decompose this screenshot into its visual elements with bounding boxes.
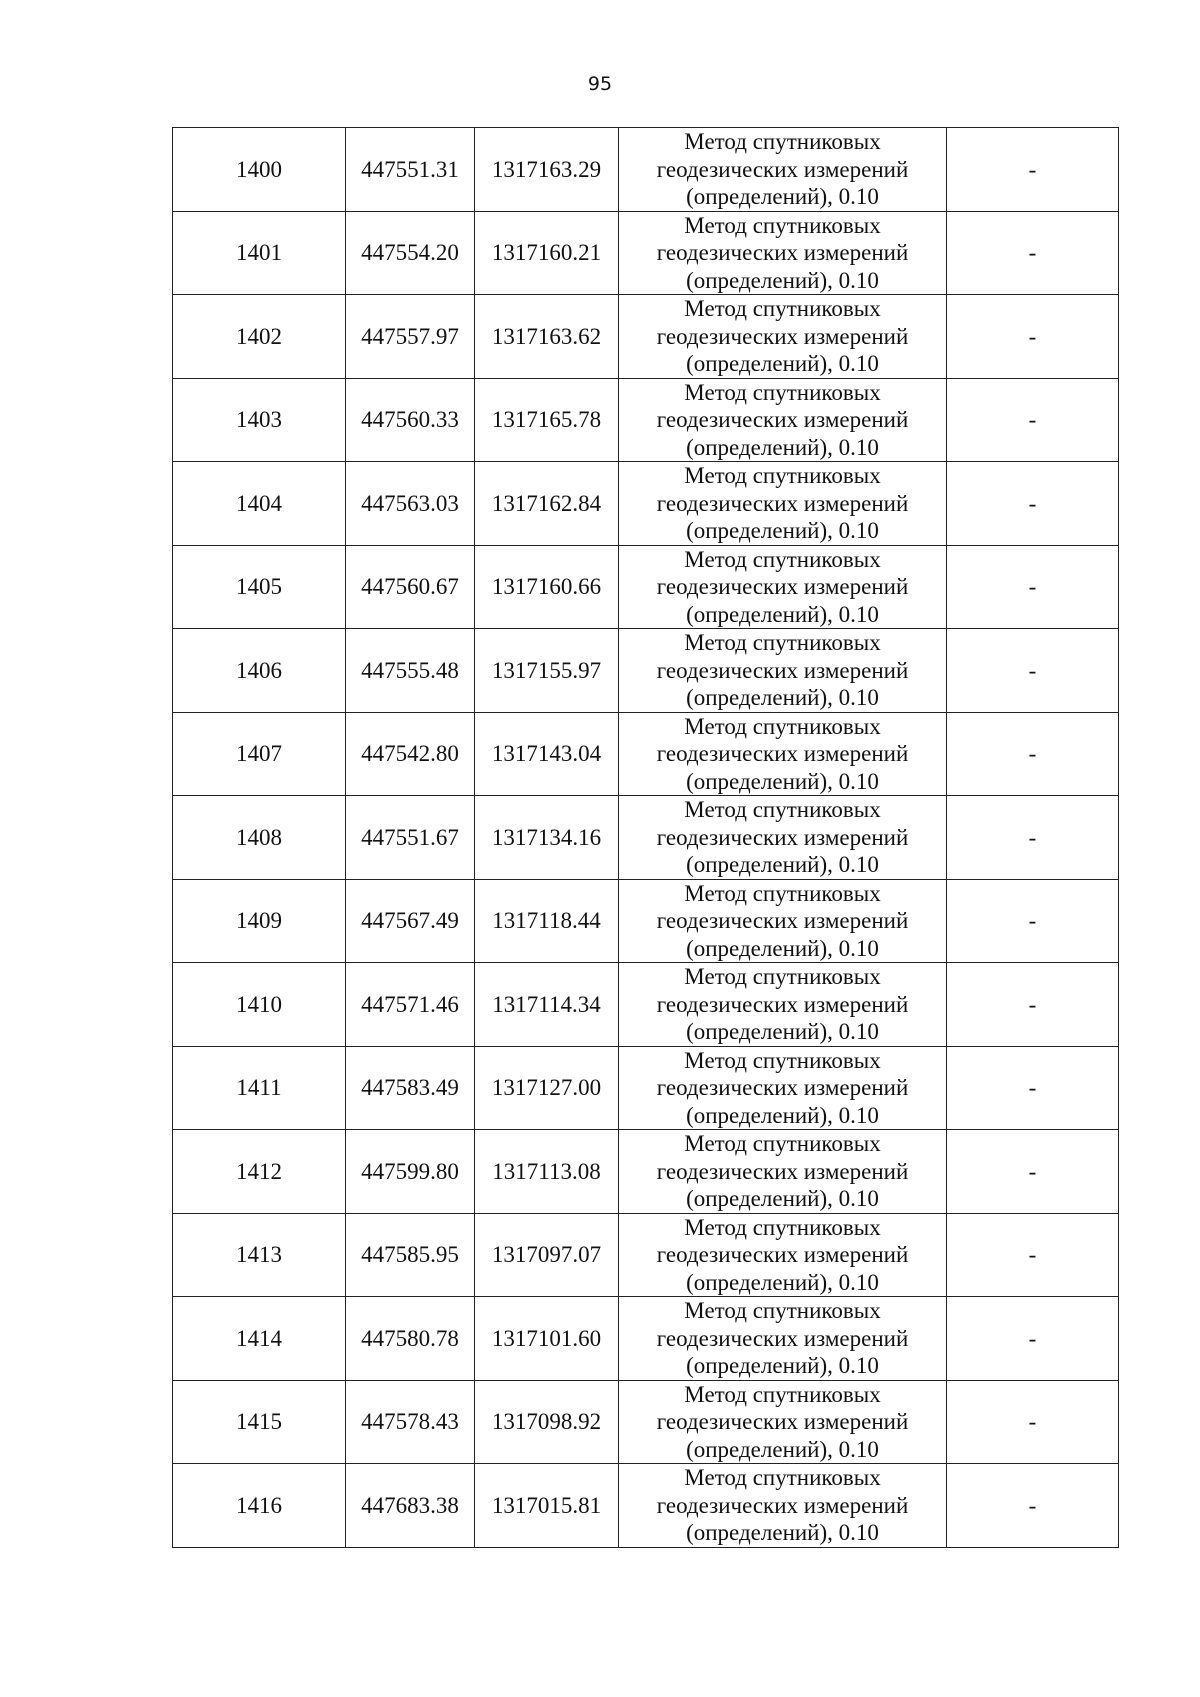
method-cell bbox=[619, 545, 947, 629]
x-coordinate-cell: 447580.78 bbox=[346, 1297, 475, 1381]
method-text-line3: (определений), 0.10 bbox=[686, 1436, 879, 1462]
point-number-cell: 1408 bbox=[173, 796, 346, 880]
x-coordinate-cell: 447557.97 bbox=[346, 295, 475, 379]
method-text-line1: Метод спутниковых bbox=[684, 630, 881, 655]
note-cell: - bbox=[947, 1213, 1119, 1297]
method-text-line1: Метод спутниковых bbox=[684, 1381, 881, 1407]
method-cell bbox=[619, 211, 947, 295]
method-text-line2: геодезических измерений bbox=[656, 824, 909, 850]
note-cell: - bbox=[947, 462, 1119, 546]
table-row bbox=[173, 295, 1119, 379]
y-coordinate-cell: 1317134.16 bbox=[475, 796, 619, 880]
method-text-line3: (определений), 0.10 bbox=[686, 1102, 879, 1128]
x-coordinate-cell: 447599.80 bbox=[346, 1130, 475, 1214]
method-text-line1: Метод спутниковых bbox=[684, 964, 881, 989]
table-row bbox=[173, 1380, 1119, 1464]
method-text-line3: (определений), 0.10 bbox=[686, 1019, 879, 1044]
method-text-line3: (определений), 0.10 bbox=[686, 1520, 879, 1545]
method-text-line1: Метод спутниковых bbox=[684, 212, 881, 238]
table-row bbox=[173, 796, 1119, 880]
table-row bbox=[173, 712, 1119, 796]
method-cell bbox=[619, 796, 947, 880]
method-text-line1: Метод спутниковых bbox=[684, 1131, 881, 1156]
note-cell: - bbox=[947, 712, 1119, 796]
point-number-cell: 1400 bbox=[173, 128, 346, 212]
point-number-cell: 1415 bbox=[173, 1380, 346, 1464]
y-coordinate-cell: 1317097.07 bbox=[475, 1213, 619, 1297]
y-coordinate-cell: 1317113.08 bbox=[475, 1130, 619, 1214]
table-row bbox=[173, 545, 1119, 629]
point-number-cell: 1412 bbox=[173, 1130, 346, 1214]
point-number-cell: 1407 bbox=[173, 712, 346, 796]
method-text-line3: (определений), 0.10 bbox=[686, 685, 879, 710]
x-coordinate-cell: 447542.80 bbox=[346, 712, 475, 796]
method-text-line1: Метод спутниковых bbox=[684, 1298, 881, 1323]
table-row bbox=[173, 879, 1119, 963]
method-text-line2: геодезических измерений bbox=[656, 156, 909, 182]
x-coordinate-cell: 447554.20 bbox=[346, 211, 475, 295]
x-coordinate-cell: 447563.03 bbox=[346, 462, 475, 546]
point-number-cell: 1402 bbox=[173, 295, 346, 379]
method-text-line2: геодезических измерений bbox=[656, 490, 909, 516]
point-number-cell: 1405 bbox=[173, 545, 346, 629]
y-coordinate-cell: 1317143.04 bbox=[475, 712, 619, 796]
method-text-line1: Метод спутниковых bbox=[684, 1214, 881, 1240]
method-cell bbox=[619, 1380, 947, 1464]
method-text-line3: (определений), 0.10 bbox=[686, 267, 879, 293]
method-cell bbox=[619, 128, 947, 212]
method-text-line2: геодезических измерений bbox=[656, 574, 909, 599]
method-text-line2: геодезических измерений bbox=[656, 657, 909, 683]
note-cell: - bbox=[947, 295, 1119, 379]
point-number-cell: 1411 bbox=[173, 1046, 346, 1130]
method-text-line3: (определений), 0.10 bbox=[686, 768, 879, 794]
note-cell: - bbox=[947, 963, 1119, 1047]
point-number-cell: 1401 bbox=[173, 211, 346, 295]
y-coordinate-cell: 1317015.81 bbox=[475, 1464, 619, 1548]
method-text-line3: (определений), 0.10 bbox=[686, 601, 879, 627]
method-text-line2: геодезических измерений bbox=[656, 407, 909, 432]
table-row bbox=[173, 629, 1119, 713]
method-text-line3: (определений), 0.10 bbox=[686, 935, 879, 961]
method-text-line2: геодезических измерений bbox=[656, 1492, 909, 1518]
x-coordinate-cell: 447555.48 bbox=[346, 629, 475, 713]
y-coordinate-cell: 1317163.29 bbox=[475, 128, 619, 212]
point-number-cell: 1413 bbox=[173, 1213, 346, 1297]
method-text-line1: Метод спутниковых bbox=[684, 129, 881, 154]
method-text-line3: (определений), 0.10 bbox=[686, 184, 879, 209]
x-coordinate-cell: 447567.49 bbox=[346, 879, 475, 963]
method-text-line2: геодезических измерений bbox=[656, 1158, 909, 1184]
method-text-line3: (определений), 0.10 bbox=[686, 518, 879, 543]
point-number-cell: 1404 bbox=[173, 462, 346, 546]
y-coordinate-cell: 1317165.78 bbox=[475, 378, 619, 462]
method-cell bbox=[619, 712, 947, 796]
table-row bbox=[173, 462, 1119, 546]
method-text-line3: (определений), 0.10 bbox=[686, 852, 879, 877]
method-text-line2: геодезических измерений bbox=[656, 1409, 909, 1434]
note-cell: - bbox=[947, 629, 1119, 713]
y-coordinate-cell: 1317163.62 bbox=[475, 295, 619, 379]
method-text-line1: Метод спутниковых bbox=[684, 379, 881, 405]
method-text-line2: геодезических измерений bbox=[656, 991, 909, 1017]
note-cell: - bbox=[947, 879, 1119, 963]
y-coordinate-cell: 1317160.66 bbox=[475, 545, 619, 629]
table-row bbox=[173, 1130, 1119, 1214]
method-text-line2: геодезических измерений bbox=[656, 1242, 909, 1267]
table-row bbox=[173, 1297, 1119, 1381]
method-text-line2: геодезических измерений bbox=[656, 240, 909, 265]
y-coordinate-cell: 1317160.21 bbox=[475, 211, 619, 295]
note-cell: - bbox=[947, 128, 1119, 212]
method-text-line1: Метод спутниковых bbox=[684, 797, 881, 822]
table-row bbox=[173, 211, 1119, 295]
y-coordinate-cell: 1317127.00 bbox=[475, 1046, 619, 1130]
x-coordinate-cell: 447583.49 bbox=[346, 1046, 475, 1130]
method-text-line1: Метод спутниковых bbox=[684, 296, 881, 321]
note-cell: - bbox=[947, 1046, 1119, 1130]
note-cell: - bbox=[947, 1464, 1119, 1548]
method-text-line2: геодезических измерений bbox=[656, 1325, 909, 1351]
y-coordinate-cell: 1317118.44 bbox=[475, 879, 619, 963]
point-number-cell: 1409 bbox=[173, 879, 346, 963]
note-cell: - bbox=[947, 378, 1119, 462]
x-coordinate-cell: 447560.33 bbox=[346, 378, 475, 462]
method-cell bbox=[619, 295, 947, 379]
coordinates-table bbox=[172, 127, 1119, 1548]
method-text-line1: Метод спутниковых bbox=[684, 463, 881, 488]
point-number-cell: 1416 bbox=[173, 1464, 346, 1548]
x-coordinate-cell: 447551.67 bbox=[346, 796, 475, 880]
method-text-line3: (определений), 0.10 bbox=[686, 1186, 879, 1211]
note-cell: - bbox=[947, 211, 1119, 295]
method-text-line1: Метод спутниковых bbox=[684, 713, 881, 739]
point-number-cell: 1403 bbox=[173, 378, 346, 462]
method-text-line3: (определений), 0.10 bbox=[686, 1269, 879, 1295]
method-cell bbox=[619, 1297, 947, 1381]
x-coordinate-cell: 447571.46 bbox=[346, 963, 475, 1047]
y-coordinate-cell: 1317155.97 bbox=[475, 629, 619, 713]
point-number-cell: 1406 bbox=[173, 629, 346, 713]
y-coordinate-cell: 1317114.34 bbox=[475, 963, 619, 1047]
note-cell: - bbox=[947, 796, 1119, 880]
note-cell: - bbox=[947, 1130, 1119, 1214]
x-coordinate-cell: 447683.38 bbox=[346, 1464, 475, 1548]
point-number-cell: 1414 bbox=[173, 1297, 346, 1381]
note-cell: - bbox=[947, 1297, 1119, 1381]
method-text-line2: геодезических измерений bbox=[656, 323, 909, 349]
table-row bbox=[173, 1464, 1119, 1548]
method-text-line2: геодезических измерений bbox=[656, 908, 909, 933]
method-text-line2: геодезических измерений bbox=[656, 1075, 909, 1100]
method-cell bbox=[619, 1130, 947, 1214]
table-row bbox=[173, 963, 1119, 1047]
table-row bbox=[173, 1046, 1119, 1130]
method-cell bbox=[619, 1213, 947, 1297]
method-text-line3: (определений), 0.10 bbox=[686, 351, 879, 376]
y-coordinate-cell: 1317098.92 bbox=[475, 1380, 619, 1464]
method-text-line2: геодезических измерений bbox=[656, 741, 909, 766]
coordinates-table-body bbox=[173, 128, 1119, 1548]
table-row bbox=[173, 1213, 1119, 1297]
method-text-line1: Метод спутниковых bbox=[684, 1047, 881, 1073]
x-coordinate-cell: 447585.95 bbox=[346, 1213, 475, 1297]
note-cell: - bbox=[947, 1380, 1119, 1464]
method-cell bbox=[619, 629, 947, 713]
page-number: 95 bbox=[587, 73, 613, 95]
table-row bbox=[173, 128, 1119, 212]
method-text-line1: Метод спутниковых bbox=[684, 546, 881, 572]
y-coordinate-cell: 1317162.84 bbox=[475, 462, 619, 546]
x-coordinate-cell: 447578.43 bbox=[346, 1380, 475, 1464]
point-number-cell: 1410 bbox=[173, 963, 346, 1047]
x-coordinate-cell: 447551.31 bbox=[346, 128, 475, 212]
x-coordinate-cell: 447560.67 bbox=[346, 545, 475, 629]
method-cell bbox=[619, 1046, 947, 1130]
method-text-line3: (определений), 0.10 bbox=[686, 434, 879, 460]
table-row bbox=[173, 378, 1119, 462]
method-cell bbox=[619, 462, 947, 546]
y-coordinate-cell: 1317101.60 bbox=[475, 1297, 619, 1381]
method-cell bbox=[619, 963, 947, 1047]
method-text-line3: (определений), 0.10 bbox=[686, 1353, 879, 1378]
method-cell bbox=[619, 879, 947, 963]
note-cell: - bbox=[947, 545, 1119, 629]
method-cell bbox=[619, 1464, 947, 1548]
method-cell bbox=[619, 378, 947, 462]
method-text-line1: Метод спутниковых bbox=[684, 880, 881, 906]
method-text-line1: Метод спутниковых bbox=[684, 1465, 881, 1490]
